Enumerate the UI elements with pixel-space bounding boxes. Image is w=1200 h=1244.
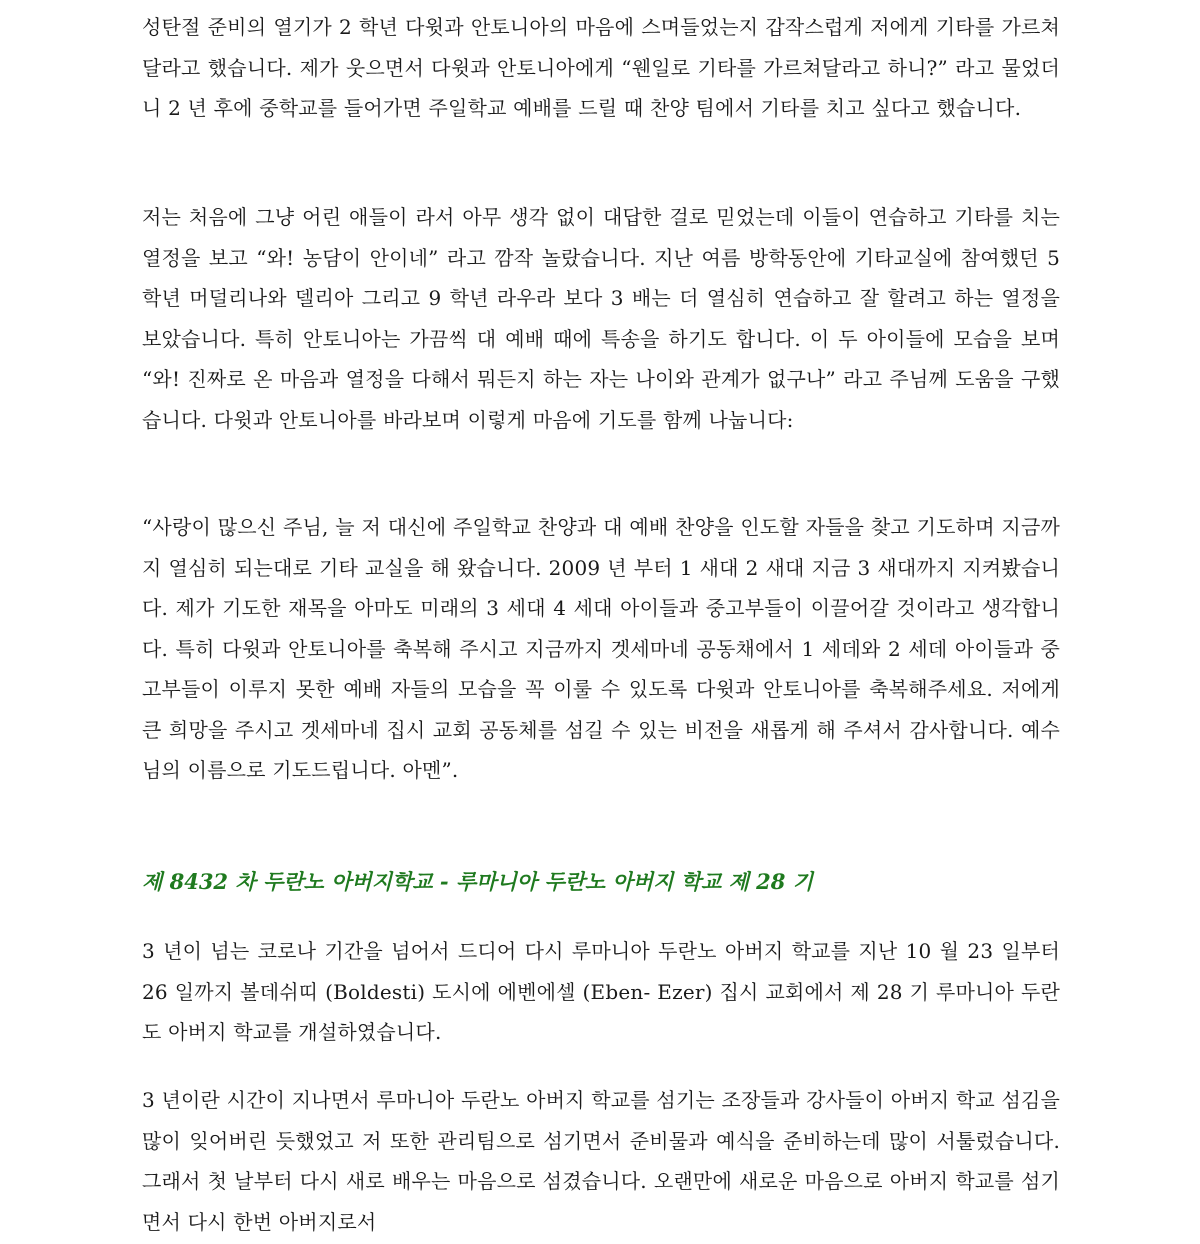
paragraph-father-school-intro: 3 년이 넘는 코로나 기간을 넘어서 드디어 다시 루마니아 두란노 아버지 학교를 지난 10 월 23 일부터 26 일까지 볼데쉬띠 (Boldesti) 도시에 에벤에셀 (Eben- Ezer) 집시 교회에서 제 28 기 루마니아 두란도 아버지 학교를 개설하였습니다. — [142, 939, 1060, 1044]
document-page — [142, 0, 1060, 1244]
paragraph-guitar-request: 성탄절 준비의 열기가 2 학년 다윗과 안토니아의 마음에 스며들었는지 갑작스럽게 저에게 기타를 가르쳐 달라고 했습니다. 제가 웃으면서 다윗과 안토니아에게 “웬일로 기타를 가르쳐달라고 하니?” 라고 물었더니 2 년 후에 중학교를 들어가면 주일학교 예배를 드릴 때 찬양 팀에서 기타를 치고 싶다고 했습니다. — [142, 15, 1060, 120]
paragraph-guitar-passion: 저는 처음에 그냥 어린 애들이 라서 아무 생각 없이 대답한 걸로 믿었는데 이들이 연습하고 기타를 치는 열정을 보고 “와! 농담이 안이네” 라고 깜작 놀랐습니다. 지난 여름 방학동안에 기타교실에 참여했던 5 학년 머덜리나와 델리아 그리고 9 학년 라우라 보다 3 배는 더 열심히 연습하고 잘 할려고 하는 열정을 보았습니다. 특히 안토니아는 가끔씩 대 예배 때에 특송을 하기도 합니다. 이 두 아이들에 모습을 보며 “와! 진짜로 온 마음과 열정을 다해서 뭐든지 하는 자는 나이와 관계가 없구나” 라고 주님께 도움을 구했습니다. 다윗과 안토니아를 바라보며 이렇게 마음에 기도를 함께 나눕니다: — [142, 205, 1060, 432]
paragraph-prayer: “사랑이 많으신 주님, 늘 저 대신에 주일학교 찬양과 대 예배 찬양을 인도할 자들을 찾고 기도하며 지금까지 열심히 되는대로 기타 교실을 해 왔습니다. 2009 년 부터 1 새대 2 새대 지금 3 새대까지 지켜봤습니다. 제가 기도한 재목을 아마도 미래의 3 세대 4 세대 아이들과 중고부들이 이끌어갈 것이라고 생각합니다. 특히 다윗과 안토니아를 축복해 주시고 지금까지 겟세마네 공동채에서 1 세데와 2 세데 아이들과 중고부들이 이루지 못한 예배 자들의 모습을 꼭 이룰 수 있도록 다윗과 안토니아를 축복해주세요. 저에게 큰 희망을 주시고 겟세마네 집시 교회 공동체를 섬길 수 있는 비전을 새롭게 해 주셔서 감사합니다. 예수님의 이름으로 기도드립니다. 아멘”. — [142, 515, 1060, 782]
section-heading: 제 8432 차 두란노 아버지학교 - 루마니아 두란노 아버지 학교 제 28 기 — [142, 869, 813, 894]
paragraph-father-school-reflection: 3 년이란 시간이 지나면서 루마니아 두란노 아버지 학교를 섬기는 조장들과 강사들이 아버지 학교 섬김을 많이 잊어버린 듯했었고 저 또한 관리팀으로 섬기면서 준비물과 예식을 준비하는데 많이 서툴렀습니다. 그래서 첫 날부터 다시 새로 배우는 마음으로 섬겼습니다. 오랜만에 새로운 마음으로 아버지 학교를 섬기면서 다시 한번 아버지로서 — [142, 1088, 1060, 1234]
